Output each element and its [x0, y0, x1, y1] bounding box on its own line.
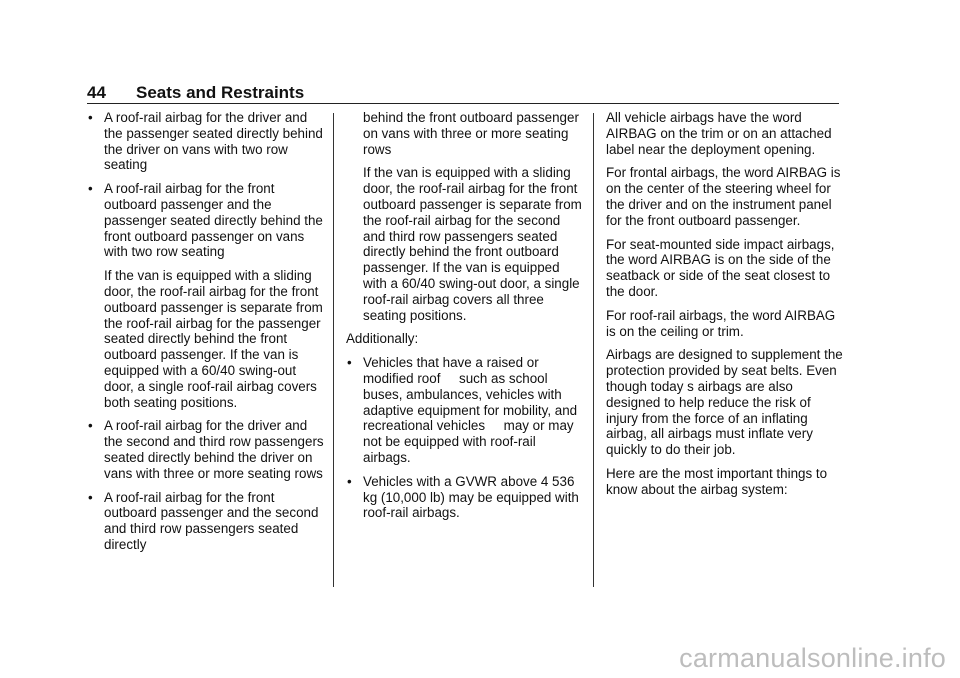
bullet-continuation: behind the front outboard passenger on vans with three or more seating rows: [363, 110, 579, 157]
paragraph: For frontal airbags, the word AIRBAG is on the center of the steering wheel for the driver and on the instrument panel for the front outboard passenger.: [606, 165, 841, 228]
paragraph: For roof-rail airbags, the word AIRBAG is on the ceiling or trim.: [606, 307, 836, 339]
bullet-marker: •: [88, 110, 93, 125]
bullet-marker: •: [88, 489, 93, 505]
bullet-marker: •: [347, 473, 352, 489]
bullet-marker: •: [88, 181, 93, 197]
column-divider: [333, 113, 334, 587]
bullet-text: A roof-rail airbag for the front outboard passenger and the passenger seated directly behind the front outboard passenger on vans with two row seating: [104, 181, 323, 260]
page-header: [87, 81, 839, 104]
bullet-item: [87, 490, 329, 553]
bullet-text: A roof-rail airbag for the front outboard passenger and the second and third row passengers seated directly: [104, 489, 319, 552]
column-2: [346, 110, 586, 529]
indented-note: If the van is equipped with a sliding door, the roof-rail airbag for the front outboard passenger is separate from the roof-rail airbag for the second and third row passengers seated directly behind the front outboard passenger. If the van is equipped with a 60/40 swing-out door, a single roof-rail airbag covers all three seating positions.: [363, 165, 582, 323]
column-divider: [593, 113, 594, 587]
bullet-text: A roof-rail airbag for the driver and the second and third row passengers seated directly behind the driver on vans with three or more seating rows: [104, 418, 324, 481]
bullet-item: [87, 181, 329, 260]
paragraph: Here are the most important things to know about the airbag system:: [606, 465, 828, 497]
bullet-item: [346, 355, 586, 466]
bullet-text: A roof-rail airbag for the driver and the passenger seated directly behind the driver on vans with two row seating: [104, 110, 323, 173]
paragraph: Airbags are designed to supplement the protection provided by seat belts. Even though today s airbags are also designed to help reduce the risk of injury from the force of an inflating airbag, all airbags must inflate very quickly to do their job.: [606, 347, 843, 458]
column-1: [87, 110, 329, 561]
section-title: Seats and Restraints: [136, 83, 305, 102]
indented-note: If the van is equipped with a sliding door, the roof-rail airbag for the front outboard passenger is separate from the roof-rail airbag for the passenger seated directly behind the front outboard passenger. If the van is equipped with a 60/40 swing-out door, a single roof-rail airbag covers both seating positions.: [104, 268, 323, 410]
bullet-item: [346, 474, 586, 521]
watermark: carmanualsonline.info: [679, 643, 946, 673]
additionally-label: Additionally:: [346, 331, 419, 347]
bullet-item: [87, 110, 329, 173]
bullet-item: [87, 418, 329, 481]
paragraph: All vehicle airbags have the word AIRBAG on the trim or on an attached label near the deployment opening.: [606, 110, 832, 157]
column-3: [606, 110, 846, 506]
bullet-marker: •: [347, 355, 352, 371]
bullet-text: Vehicles that have a raised or modified roof such as school buses, ambulances, vehicles with adaptive equipment for mobility, and recreational vehicles may or may not be equipped with roof-rail airbags.: [363, 355, 581, 465]
page-number: 44: [87, 83, 106, 102]
paragraph: For seat-mounted side impact airbags, the word AIRBAG is on the side of the seatback or side of the seat closest to the door.: [606, 236, 835, 299]
bullet-marker: •: [88, 418, 93, 434]
bullet-text: Vehicles with a GVWR above 4 536 kg (10,000 lb) may be equipped with roof-rail airbags.: [363, 473, 579, 521]
